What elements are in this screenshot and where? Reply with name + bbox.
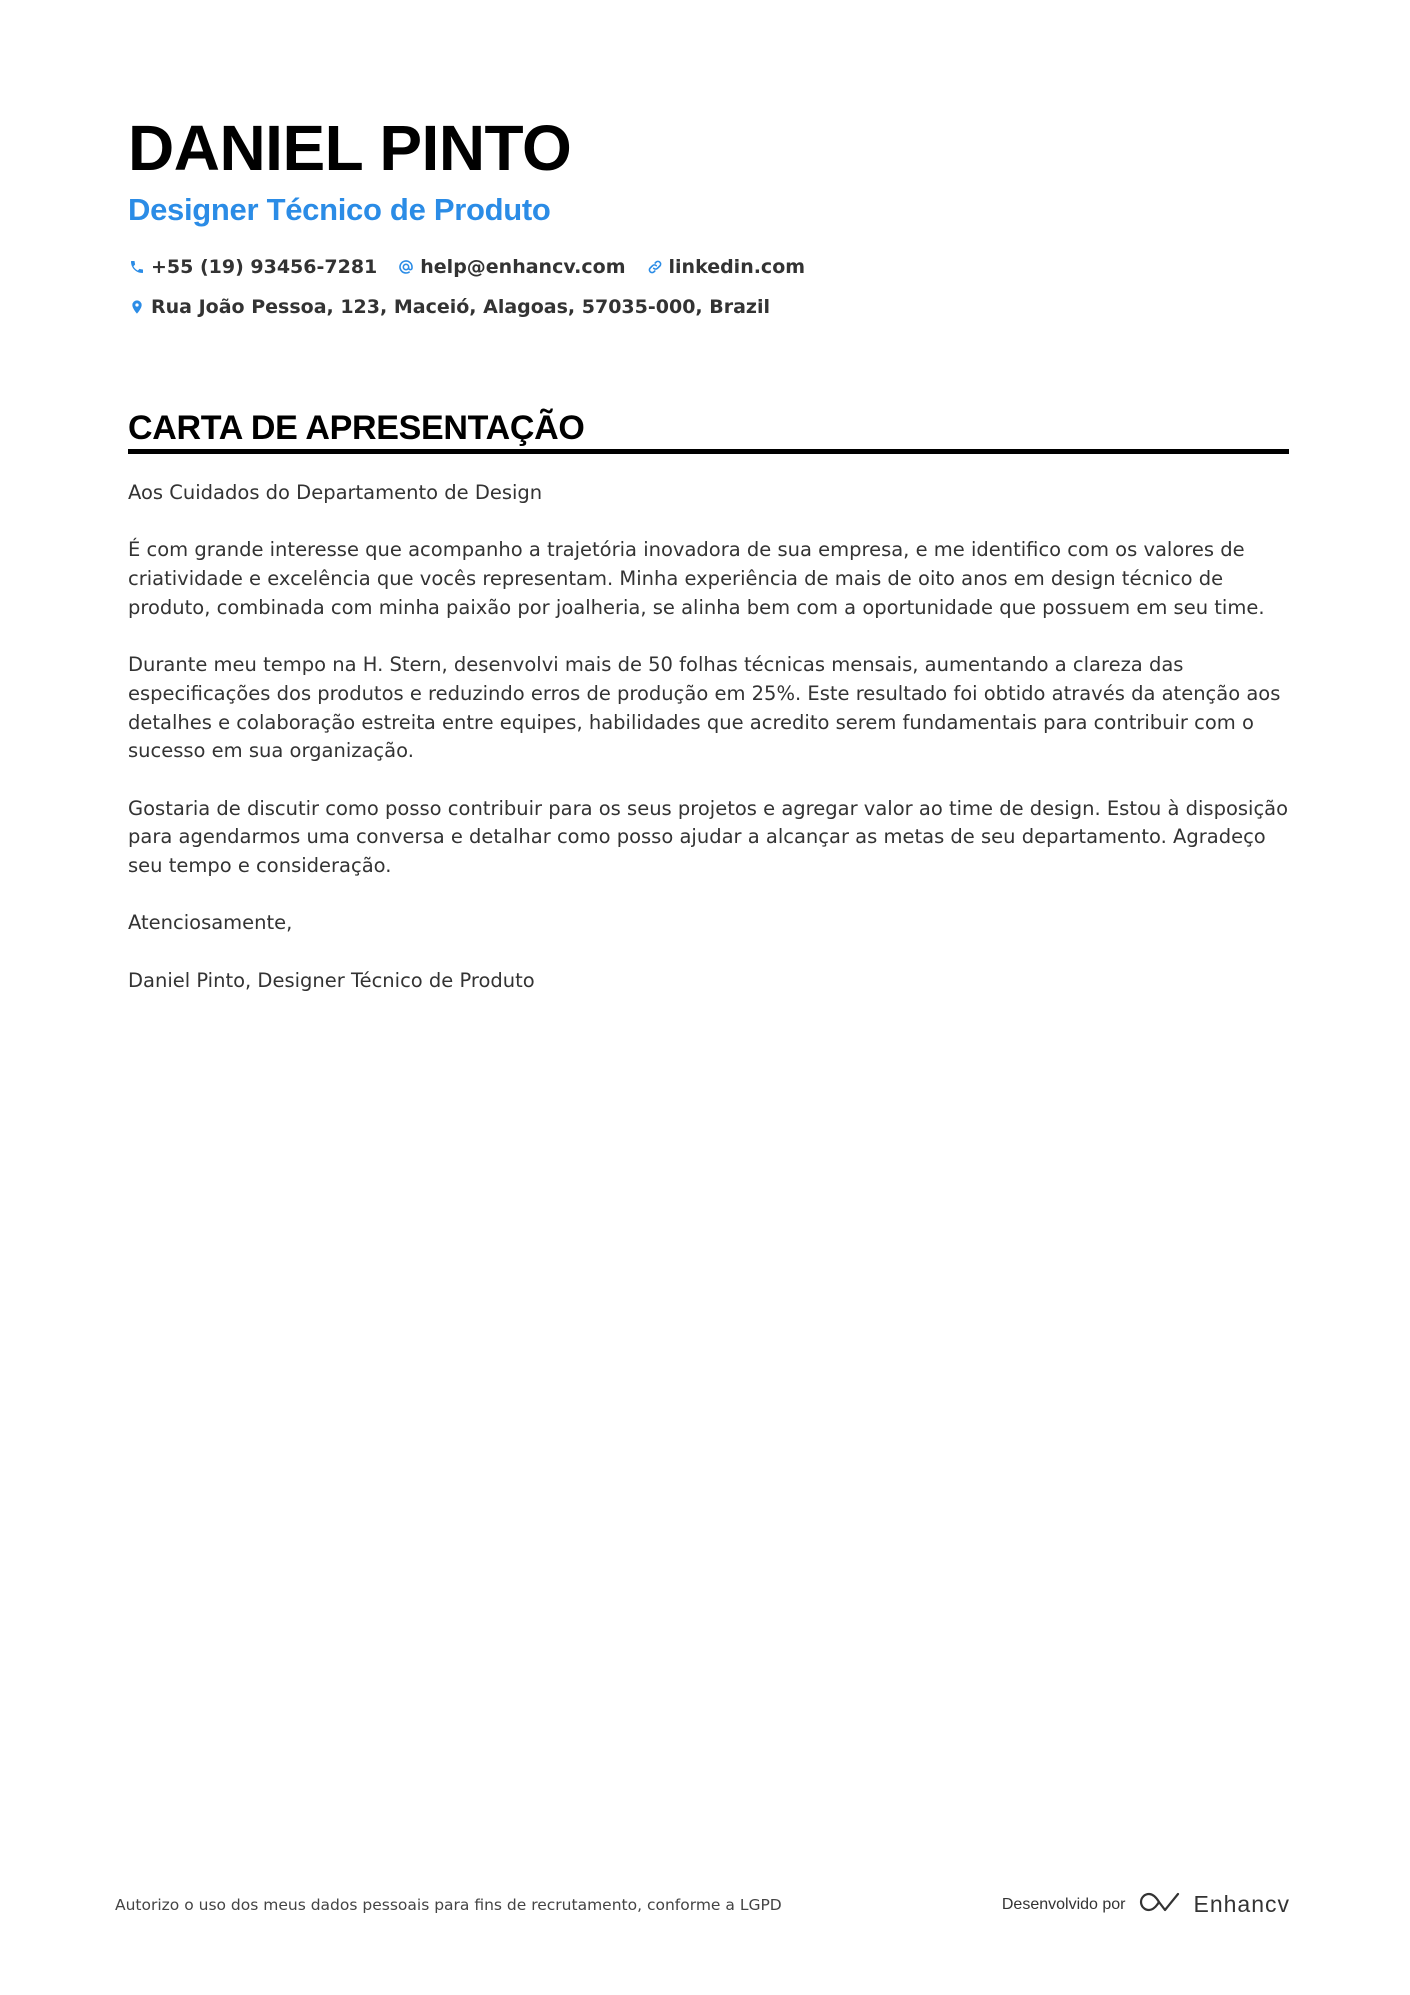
linkedin-link[interactable]: linkedin.com	[668, 256, 806, 278]
location-pin-icon	[128, 298, 146, 316]
job-title: Designer Técnico de Produto	[128, 192, 551, 227]
at-sign-icon	[397, 258, 415, 276]
lgpd-consent-note: Autorizo o uso dos meus dados pessoais para fins de recrutamento, conforme a LGPD	[115, 1896, 782, 1914]
letter-signature: Daniel Pinto, Designer Técnico de Produto	[128, 968, 535, 992]
contact-row-primary	[128, 253, 825, 281]
letter-paragraph-3: Gostaria de discutir como posso contribuir para os seus projetos e agregar valor ao time de design. Estou à disposição para agendarmos uma conversa e detalhar como posso ajudar a alcançar as metas de seu departamento. Agradeço seu tempo e consideração.	[128, 796, 1289, 878]
contact-row-address	[128, 293, 790, 321]
candidate-name: DANIEL PINTO	[128, 112, 572, 184]
letter-salutation: Aos Cuidados do Departamento de Design	[128, 481, 543, 504]
enhancv-brand: Enhancv	[1193, 1891, 1290, 1917]
contact-address	[128, 293, 770, 321]
contact-linkedin[interactable]	[646, 253, 806, 281]
letter-body	[128, 479, 1289, 1024]
enhancv-logo-icon	[1137, 1889, 1193, 1920]
phone-icon	[128, 258, 146, 276]
phone-number: +55 (19) 93456-7281	[151, 256, 378, 278]
powered-by-label: Desenvolvido por	[1001, 1895, 1126, 1913]
contact-phone	[128, 253, 377, 281]
contact-email[interactable]	[397, 253, 625, 281]
section-divider	[128, 449, 1289, 454]
address-text: Rua João Pessoa, 123, Maceió, Alagoas, 57035-000, Brazil	[151, 296, 771, 318]
email-address[interactable]: help@enhancv.com	[420, 256, 626, 278]
letter-paragraph-2: Durante meu tempo na H. Stern, desenvolvi mais de 50 folhas técnicas mensais, aumentando a clareza das especificações dos produtos e reduzindo erros de produção em 25%. Este resultado foi obtido através da atenção aos detalhes e colaboração estreita entre equipes, habilidades que acredito serem fundamentais para contribuir com o sucesso em sua organização.	[128, 653, 1281, 763]
section-title: CARTA DE APRESENTAÇÃO	[128, 409, 585, 447]
powered-by[interactable]	[1002, 1889, 1290, 1920]
letter-closing: Atenciosamente,	[128, 911, 293, 935]
link-icon	[646, 258, 664, 276]
letter-paragraph-1: É com grande interesse que acompanho a trajetória inovadora de sua empresa, e me identifico com os valores de criatividade e excelência que vocês representam. Minha experiência de mais de oito anos em design técnico de produto, combinada com minha paixão por joalheria, se alinha bem com a oportunidade que possuem em seu time.	[128, 538, 1265, 619]
